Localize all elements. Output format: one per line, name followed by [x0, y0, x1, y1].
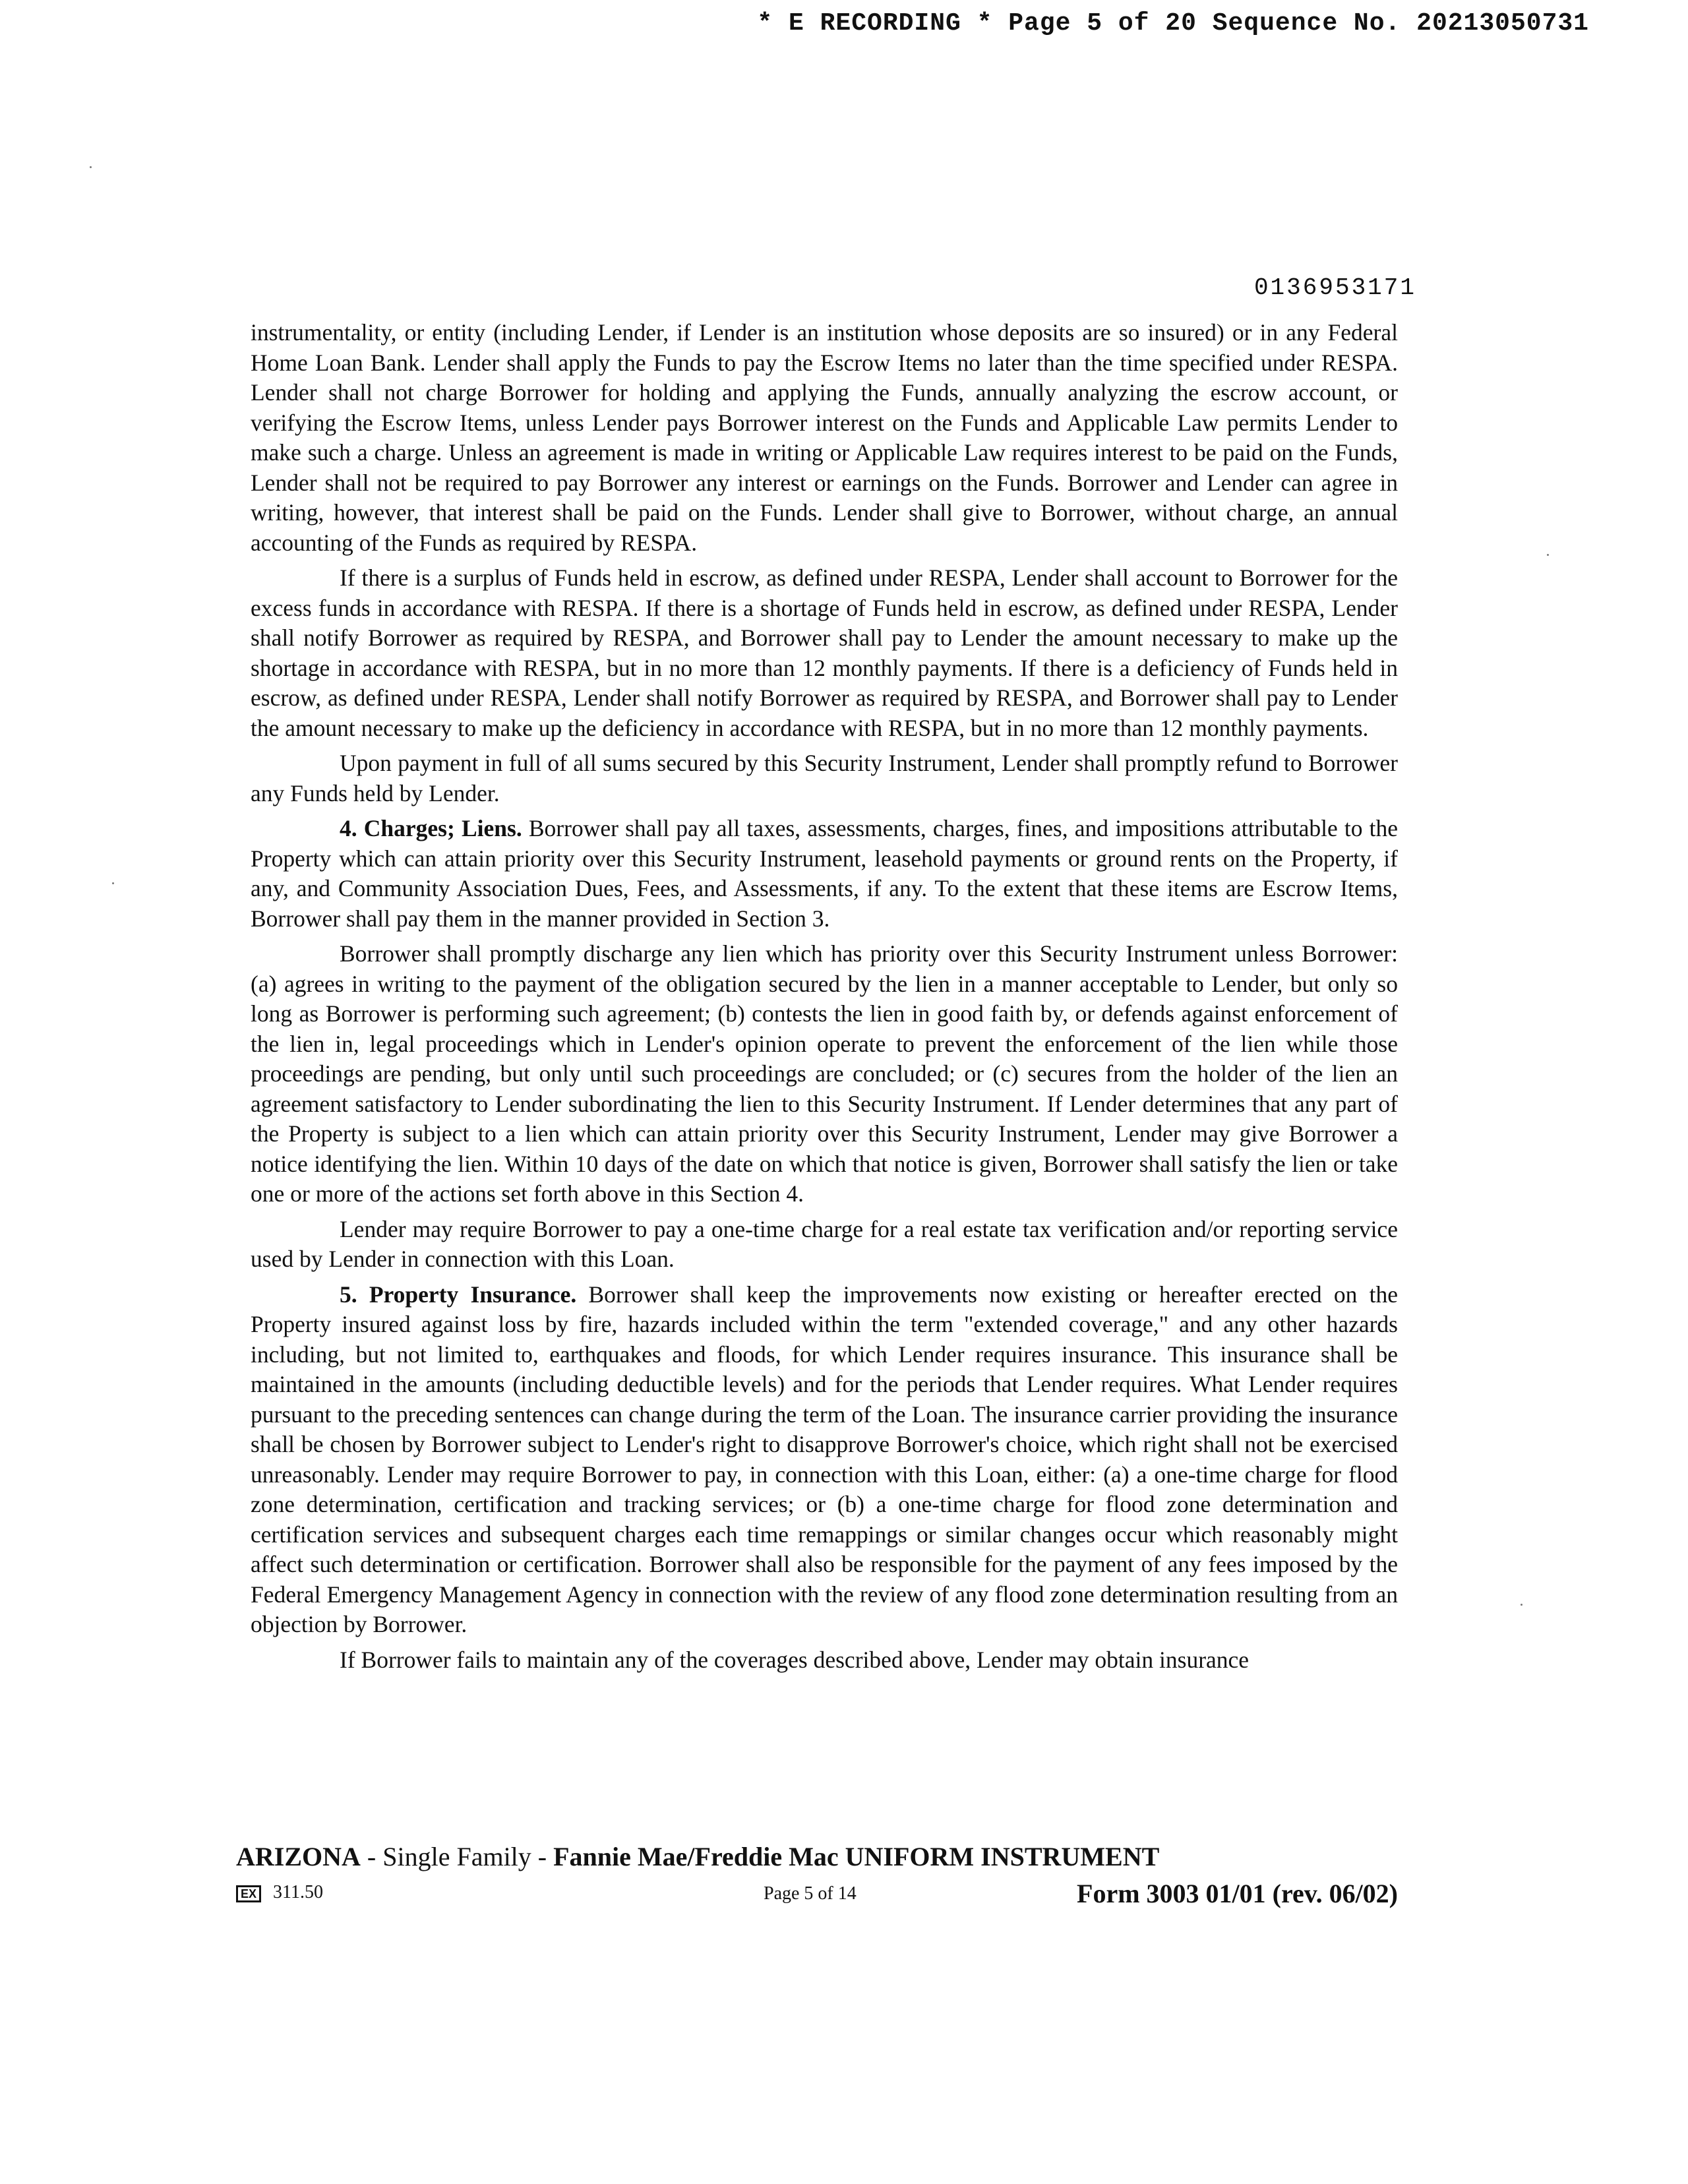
paragraph-funds-continuation: instrumentality, or entity (including Lender, if Lender is an institution whose deposits are so insured) or in any Federal Home Loan Bank. Lender shall apply the Funds to pay the Escrow Items no later than the time specified under RESPA. Lender shall not charge Borrower for holding and applying the Funds, annually analyzing the escrow account, or verifying the Escrow Items, unless Lender pays Borrower interest on the Funds and Applicable Law permits Lender to make such a charge. Unless an agreement is made in writing or Applicable Law requires interest to be paid on the Funds, Lender shall not be required to pay Borrower any interest or earnings on the Funds. Borrower and Lender can agree in writing, however, that interest shall be paid on the Funds. Lender shall give to Borrower, without charge, an annual accounting of the Funds as required by RESPA. — [251, 319, 1398, 556]
form-software-icon: EX — [236, 1885, 261, 1902]
footer-state: ARIZONA — [236, 1842, 361, 1871]
form-code-number: 311.50 — [273, 1882, 323, 1902]
footer-form-number: Form 3003 01/01 (rev. 06/02) — [1077, 1879, 1398, 1908]
scan-speck — [90, 166, 92, 168]
footer-form-line — [236, 1878, 1398, 1911]
paragraph-discharge-lien: Borrower shall promptly discharge any lien which has priority over this Security Instrument unless Borrower: (a) agrees in writing to the payment of the obligation secured by the lien in a manner acceptable to Lender, but only so long as Borrower is performing such agreement; (b) contests the lien in good faith by, or defends against enforcement of the lien in, legal proceedings which in Lender's opinion operate to prevent the enforcement of the lien while those proceedings are pending, but only until such proceedings are concluded; or (c) secures from the holder of the lien an agreement satisfactory to Lender subordinating the lien to this Security Instrument. If Lender determines that any part of the Property is subject to a lien which can attain priority over this Security Instrument, Lender may give Borrower a notice identifying the lien. Within 10 days of the date on which that notice is given, Borrower shall satisfy the lien or take one or more of the actions set forth above in this Section 4. — [251, 940, 1398, 1207]
recording-header: * E RECORDING * Page 5 of 20 Sequence No. 20213050731 — [757, 9, 1589, 38]
paragraph-surplus: If there is a surplus of Funds held in escrow, as defined under RESPA, Lender shall account to Borrower for the excess funds in accordance with RESPA. If there is a shortage of Funds held in escrow, as defined under RESPA, Lender shall notify Borrower as required by RESPA, and Borrower shall pay to Lender the amount necessary to make up the shortage in accordance with RESPA, but in no more than 12 monthly payments. If there is a deficiency of Funds held in escrow, as defined under RESPA, Lender shall notify Borrower as required by RESPA, and Borrower shall pay to Lender the amount necessary to make up the deficiency in accordance with RESPA, but in no more than 12 monthly payments. — [251, 564, 1398, 741]
scan-speck — [1521, 1604, 1522, 1606]
document-body — [251, 318, 1398, 1680]
section-5-heading: 5. Property Insurance. — [340, 1281, 577, 1308]
section-4-text: Borrower shall pay all taxes, assessments, charges, fines, and impositions attributable to the Property which can attain priority over this Security Instrument, leasehold payments or ground rents on the Property, if any, and Community Association Dues, Fees, and Assessments, if any. To the extent that these items are Escrow Items, Borrower shall pay them in the manner provided in Section 3. — [251, 815, 1399, 932]
footer-instrument-title — [236, 1841, 1159, 1872]
footer-form-code — [236, 1882, 323, 1903]
paragraph-refund: Upon payment in full of all sums secured by this Security Instrument, Lender shall promptly refund to Borrower any Funds held by Lender. — [251, 750, 1398, 806]
scan-speck — [1547, 554, 1549, 556]
footer-page-number: Page 5 of 14 — [764, 1883, 857, 1904]
footer-separator: - Single Family - — [360, 1842, 554, 1871]
section-5-property-insurance — [251, 1280, 1398, 1640]
footer-instrument: Fannie Mae/Freddie Mac UNIFORM INSTRUMENT — [553, 1842, 1160, 1871]
paragraph-tax-verification: Lender may require Borrower to pay a one-time charge for a real estate tax verification and/or reporting service used by Lender in connection with this Loan. — [251, 1215, 1398, 1272]
scan-speck — [112, 882, 114, 884]
loan-number: 0136953171 — [1253, 274, 1416, 301]
section-4-heading: 4. Charges; Liens. — [340, 815, 522, 841]
section-4-charges-liens — [251, 814, 1398, 934]
section-5-text: Borrower shall keep the improvements now existing or hereafter erected on the Property insured against loss by fire, hazards included within the term "extended coverage," and any other hazards including, but not limited to, earthquakes and floods, for which Lender requires insurance. This insurance shall be maintained in the amounts (including deductible levels) and for the periods that Lender requires. What Lender requires pursuant to the preceding sentences can change during the term of the Loan. The insurance carrier providing the insurance shall be chosen by Borrower subject to Lender's right to disapprove Borrower's choice, which right shall not be exercised unreasonably. Lender may require Borrower to pay, in connection with this Loan, either: (a) a one-time charge for flood zone determination, certification and tracking services; or (b) a one-time charge for flood zone determination and certification services and subsequent charges each time remappings or similar changes occur which reasonably might affect such determination or certification. Borrower shall also be responsible for the payment of any fees imposed by the Federal Emergency Management Agency in connection with the review of any flood zone determination resulting from an objection by Borrower. — [251, 1281, 1398, 1637]
paragraph-coverage-failure: If Borrower fails to maintain any of the coverages described above, Lender may obtain insurance — [340, 1646, 1250, 1673]
